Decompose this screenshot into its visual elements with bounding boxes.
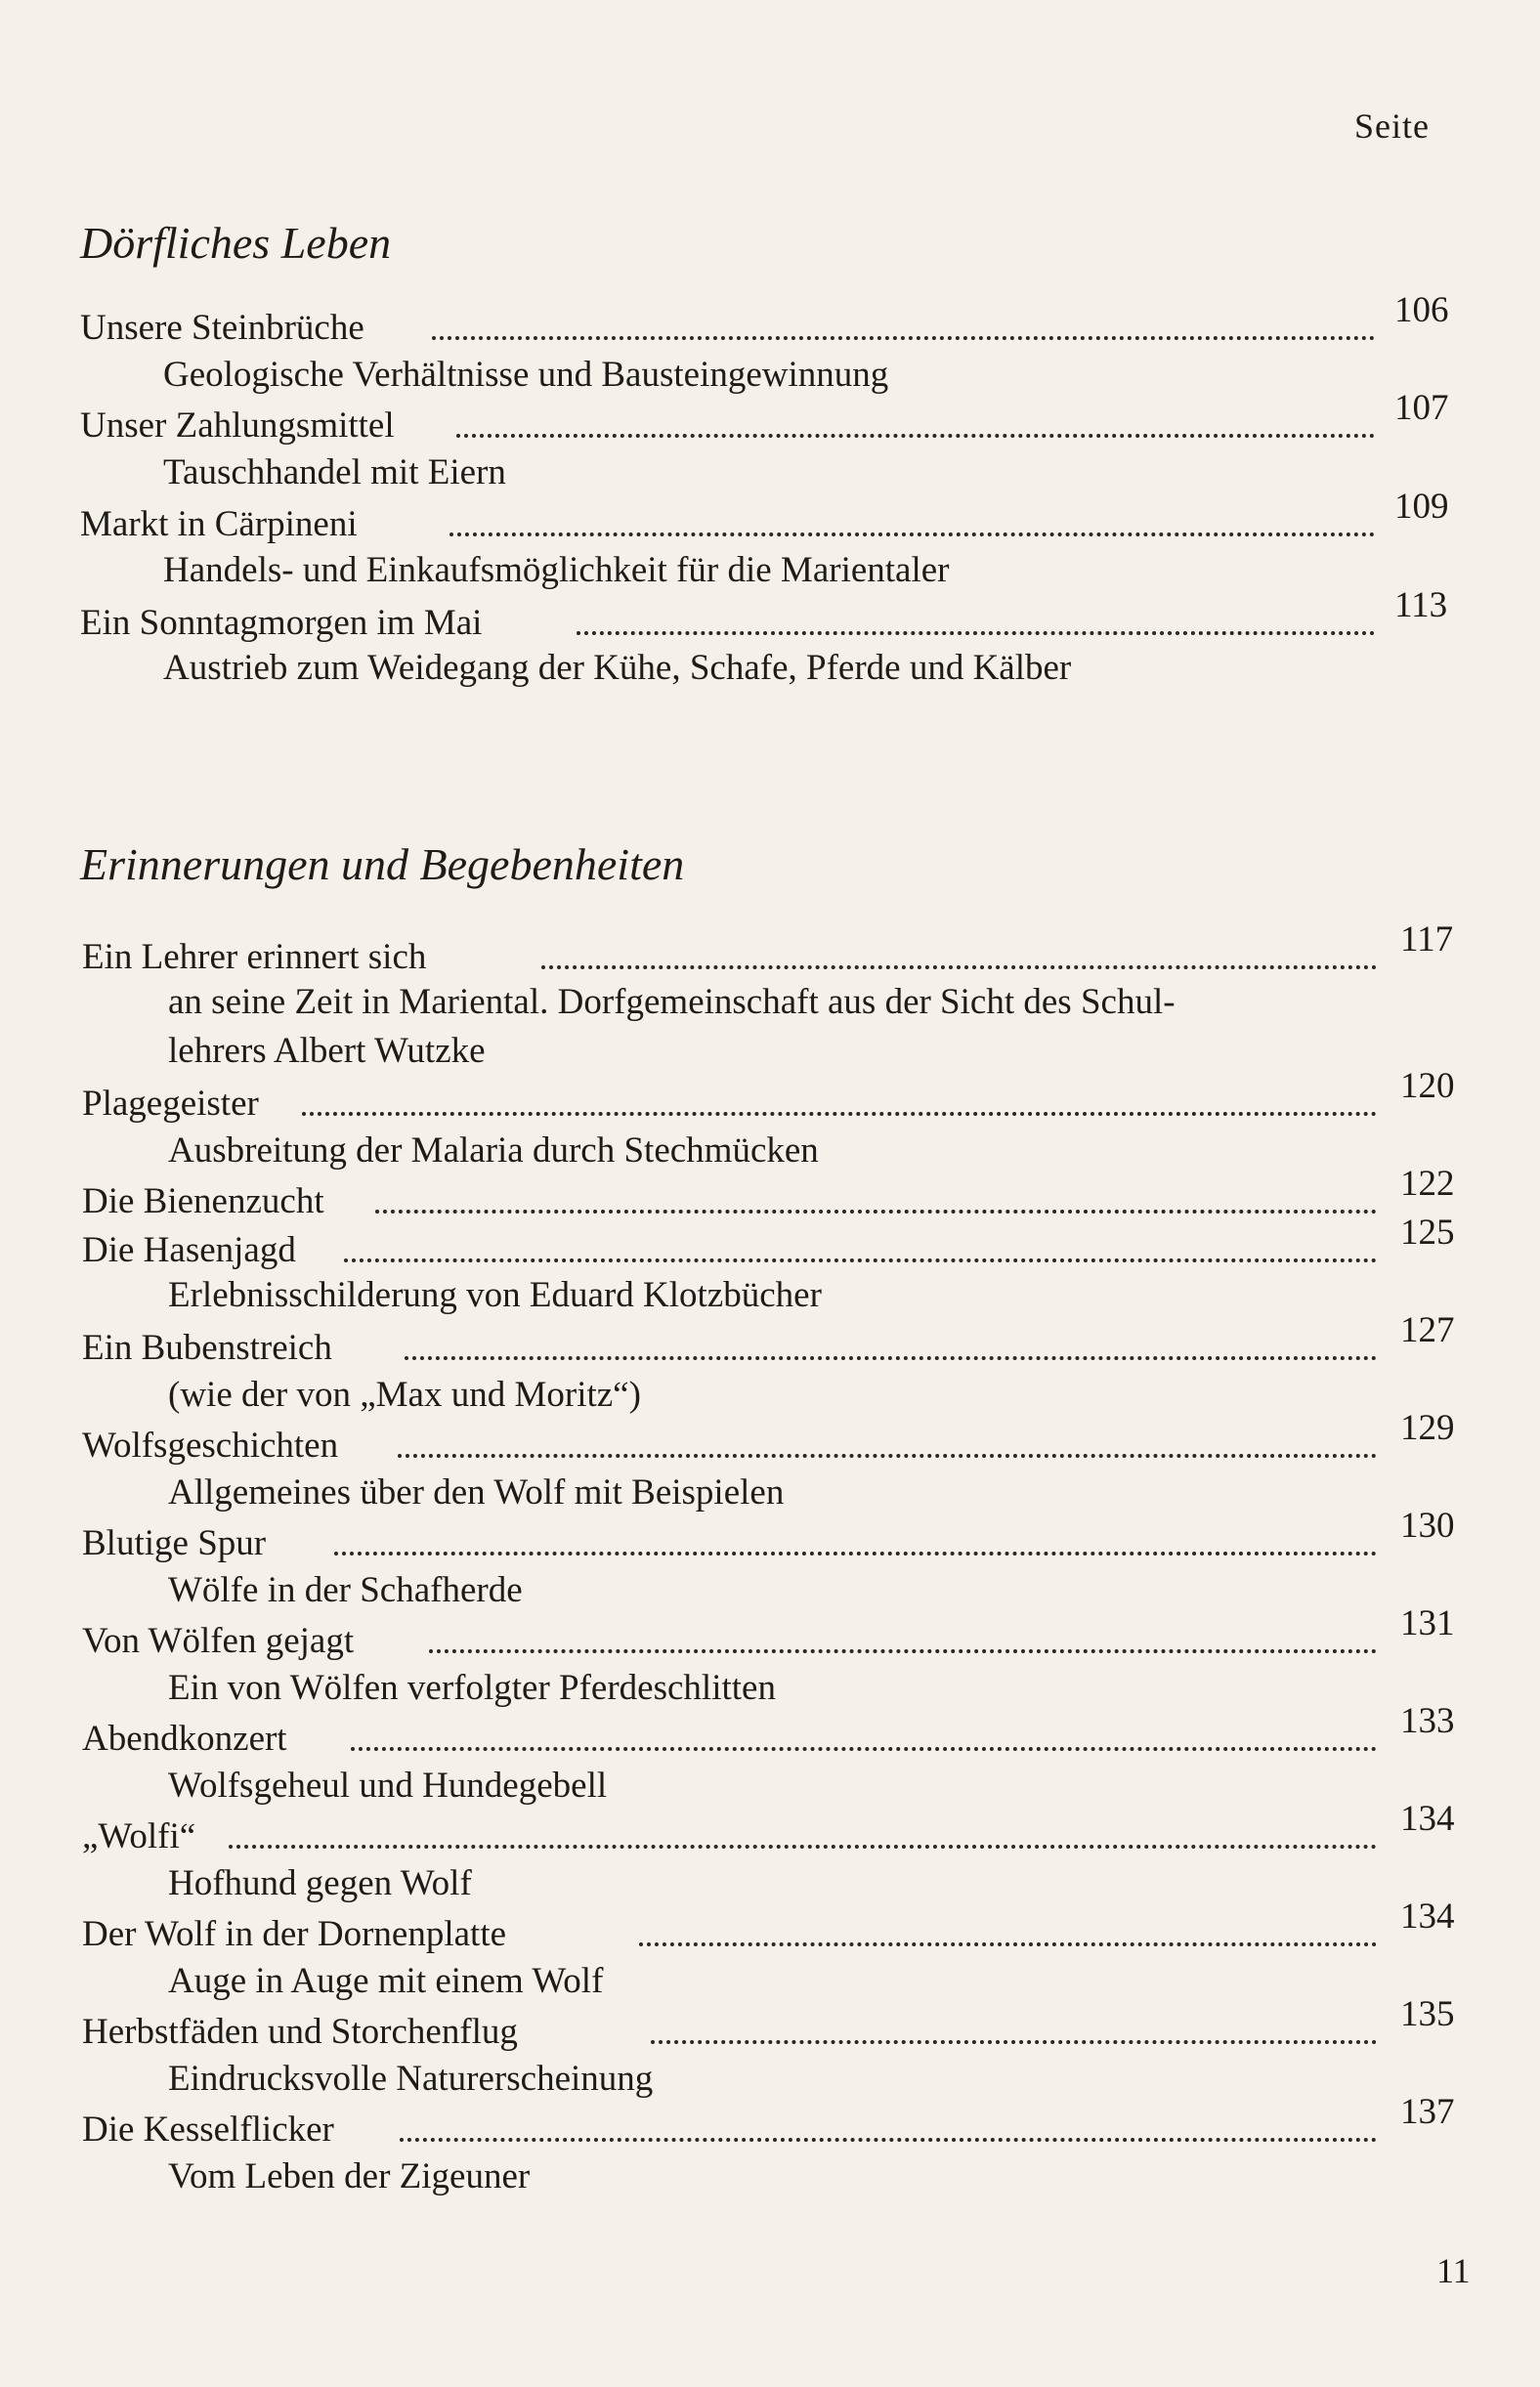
leader-dots — [400, 2118, 1377, 2142]
leader-dots — [429, 1630, 1377, 1653]
leader-dots — [351, 1727, 1377, 1751]
page-folio: 11 — [1436, 2251, 1471, 2290]
entry-title: Abendkonzert — [82, 1719, 287, 1759]
entry-title: Markt in Cärpineni — [80, 504, 358, 544]
page-number: 127 — [1400, 1310, 1455, 1350]
entry-subtitle: Auge in Auge mit einem Wolf — [168, 1961, 604, 2001]
leader-dots — [344, 1239, 1377, 1262]
entry-subtitle: Ausbreitung der Malaria durch Stechmücken — [168, 1130, 819, 1171]
page-number: 133 — [1400, 1701, 1455, 1741]
entry-title: Die Bienenzucht — [82, 1181, 324, 1221]
entry-title: Wolfsgeschichten — [82, 1426, 339, 1466]
entry-subtitle: Austrieb zum Weidegang der Kühe, Schafe, Pferde und Kälber — [163, 648, 1072, 688]
entry-subtitle: Handels- und Einkaufsmöglichkeit für die Marientaler — [163, 550, 950, 590]
entry-subtitle: Allgemeines über den Wolf mit Beispielen — [168, 1472, 785, 1513]
seite-label: Seite — [1354, 107, 1430, 146]
leader-dots — [432, 317, 1375, 340]
page-number: 137 — [1400, 2092, 1455, 2132]
entry-title: Unsere Steinbrüche — [80, 308, 364, 348]
entry-subtitle: an seine Zeit in Mariental. Dorfgemeinschaft aus der Sicht des Schul- — [168, 982, 1176, 1022]
section-title: Dörfliches Leben — [80, 218, 392, 268]
page-number: 125 — [1400, 1213, 1455, 1253]
leader-dots — [456, 414, 1375, 438]
entry-title: Herbstfäden und Storchenflug — [82, 2012, 518, 2052]
entry-title: Ein Sonntagmorgen im Mai — [80, 603, 483, 643]
page-number: 131 — [1400, 1603, 1455, 1643]
page-number: 134 — [1400, 1897, 1455, 1937]
page-number: 109 — [1394, 487, 1449, 527]
entry-title: Die Kesselflicker — [82, 2110, 334, 2150]
entry-title: Ein Lehrer erinnert sich — [82, 937, 427, 977]
leader-dots — [229, 1825, 1377, 1849]
page-number: 106 — [1394, 290, 1449, 330]
entry-title: „Wolfi“ — [82, 1816, 196, 1856]
entry-subtitle: lehrers Albert Wutzke — [168, 1031, 486, 1071]
page-number: 107 — [1394, 388, 1449, 428]
entry-subtitle: Wolfsgeheul und Hundegebell — [168, 1766, 608, 1806]
entry-title: Der Wolf in der Dornenplatte — [82, 1914, 507, 1954]
page-number: 122 — [1400, 1164, 1455, 1204]
entry-title: Blutige Spur — [82, 1523, 267, 1563]
entry-subtitle: Vom Leben der Zigeuner — [168, 2156, 531, 2196]
leader-dots — [398, 1434, 1377, 1458]
leader-dots — [449, 513, 1375, 536]
entry-subtitle: Wölfe in der Schafherde — [168, 1570, 523, 1610]
section-title: Erinnerungen und Begebenheiten — [80, 839, 685, 889]
page-number: 129 — [1400, 1408, 1455, 1448]
entry-subtitle: Hofhund gegen Wolf — [168, 1863, 472, 1903]
leader-dots — [577, 612, 1375, 635]
entry-subtitle: Eindrucksvolle Naturerscheinung — [168, 2059, 654, 2099]
entry-subtitle: Erlebnisschilderung von Eduard Klotzbücher — [168, 1275, 822, 1315]
entry-subtitle: Geologische Verhältnisse und Bausteingewinnung — [163, 355, 889, 395]
page-number: 134 — [1400, 1799, 1455, 1839]
page-number: 130 — [1400, 1506, 1455, 1546]
page-number: 135 — [1400, 1994, 1455, 2034]
leader-dots — [375, 1190, 1377, 1214]
entry-title: Unser Zahlungsmittel — [80, 405, 395, 446]
leader-dots — [405, 1337, 1377, 1360]
page-number: 117 — [1400, 919, 1454, 959]
page-number: 120 — [1400, 1066, 1455, 1106]
leader-dots — [334, 1532, 1377, 1556]
entry-subtitle: Tauschhandel mit Eiern — [163, 452, 506, 492]
entry-subtitle: (wie der von „Max und Moritz“) — [168, 1375, 641, 1415]
entry-subtitle: Ein von Wölfen verfolgter Pferdeschlitten — [168, 1668, 776, 1708]
leader-dots — [302, 1092, 1377, 1116]
entry-title: Von Wölfen gejagt — [82, 1621, 355, 1661]
page-number: 113 — [1394, 585, 1448, 625]
entry-title: Ein Bubenstreich — [82, 1328, 332, 1368]
leader-dots — [541, 946, 1377, 969]
leader-dots — [651, 2021, 1377, 2044]
entry-title: Plagegeister — [82, 1084, 259, 1124]
leader-dots — [639, 1923, 1377, 1946]
entry-title: Die Hasenjagd — [82, 1230, 296, 1270]
